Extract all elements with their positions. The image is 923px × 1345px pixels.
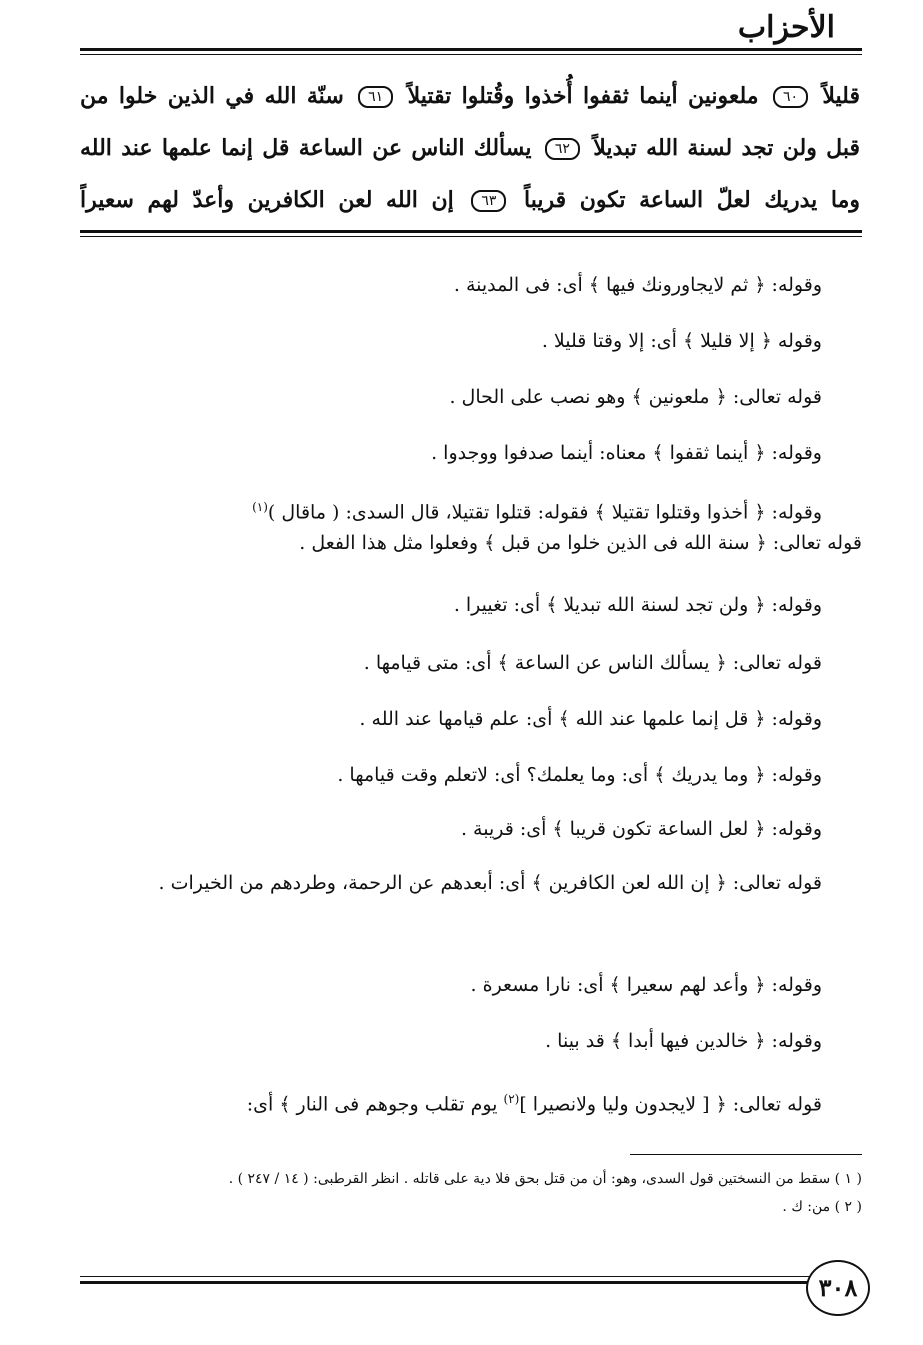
verses-rule [80,230,862,233]
verse-text: إن الله لعن الكافرين وأعدّ لهم سعيراً [80,187,454,213]
footnote-mark: (١) [252,500,268,514]
ayah-number: ٦٢ [545,138,580,160]
header-rule-top [80,48,862,51]
commentary-paragraph: وقوله: ﴿ وما يدريك ﴾ أى: وما يعلمك؟ أى: لاتعلم وقت قيامها . [337,764,822,786]
commentary-text: قوله تعالى: ﴿ [ لايجدون وليا ولانصيرا ] [519,1093,822,1116]
commentary-text: وقوله: ﴿ أخذوا وقتلوا تقتيلا ﴾ فقوله: قتلوا تقتيلا، قال السدى: ( ماقال ) [267,501,822,524]
commentary-text: يوم تقلب وجوهم فى النار ﴾ أى: [246,1093,498,1116]
commentary-paragraph: وقوله: ﴿ لعل الساعة تكون قريبا ﴾ أى: قريبة . [460,818,822,840]
footnotes [80,1165,862,1221]
verse-line-3 [80,174,860,226]
commentary-paragraph [78,1084,862,1119]
commentary-paragraph: وقوله: ﴿ قل إنما علمها عند الله ﴾ أى: علم قيامها عند الله . [359,708,822,730]
header-rule-bottom [80,54,862,55]
ayah-number: ٦١ [358,86,393,108]
verse-line-1 [80,70,860,122]
verses-rule-thin [80,236,862,237]
commentary-paragraph [78,492,862,527]
footer-rule-top [80,1276,810,1277]
verse-text: سنّة الله في الذين خلوا من [80,83,344,109]
ayah-number: ٦٠ [773,86,808,108]
commentary-paragraph: وقوله: ﴿ وأعد لهم سعيرا ﴾ أى: نارا مسعرة . [470,974,822,996]
ayah-number: ٦٣ [471,190,506,212]
footnote-mark: (٢) [503,1092,520,1106]
verse-text: يسألك الناس عن الساعة قل إنما علمها عند الله [80,135,532,161]
verse-line-2 [80,122,860,174]
commentary-paragraph: وقوله ﴿ إلا قليلا ﴾ أى: إلا وقتا قليلا . [541,330,822,352]
footer-rule-bottom [80,1281,810,1284]
commentary-paragraph: وقوله: ﴿ ثم لايجاورونك فيها ﴾ أى: فى المدينة . [453,274,822,296]
verse-text: قليلاً [822,83,860,109]
footnote-rule [630,1154,862,1155]
commentary-paragraph: قوله تعالى: ﴿ ملعونين ﴾ وهو نصب على الحال . [449,386,822,408]
verse-text: ملعونين أينما ثقفوا أُخذوا وقُتلوا تقتيلاً [407,83,759,109]
commentary-paragraph: قوله تعالى: ﴿ إن الله لعن الكافرين ﴾ أى: أبعدهم عن الرحمة، وطردهم من الخيرات . [158,872,822,894]
commentary-paragraph: وقوله: ﴿ ولن تجد لسنة الله تبديلا ﴾ أى: تغييرا . [453,594,822,616]
surah-title: الأحزاب [737,10,835,45]
page-number: ٣٠٨ [806,1260,870,1316]
commentary-paragraph: قوله تعالى: ﴿ سنة الله فى الذين خلوا من قبل ﴾ وفعلوا مثل هذا الفعل . [299,532,862,554]
verse-text: وما يدريك لعلّ الساعة تكون قريباً [524,187,860,213]
footnote: ( ١ ) سقط من النسختين قول السدى، وهو: أن من قتل بحق فلا دية على قاتله . انظر القرطبى: ( ١٤ / ٢٤٧ ) . [228,1171,862,1187]
footnote: ( ٢ ) من: ك . [782,1199,862,1215]
commentary-paragraph: قوله تعالى: ﴿ يسألك الناس عن الساعة ﴾ أى: متى قيامها . [363,652,822,674]
quran-verses [80,70,860,226]
verse-text: قبل ولن تجد لسنة الله تبديلاً [593,135,860,161]
commentary-paragraph: وقوله: ﴿ خالدين فيها أبدا ﴾ قد بينا . [545,1030,822,1052]
commentary-paragraph: وقوله: ﴿ أينما ثقفوا ﴾ معناه: أينما صدفوا ووجدوا . [431,442,822,464]
